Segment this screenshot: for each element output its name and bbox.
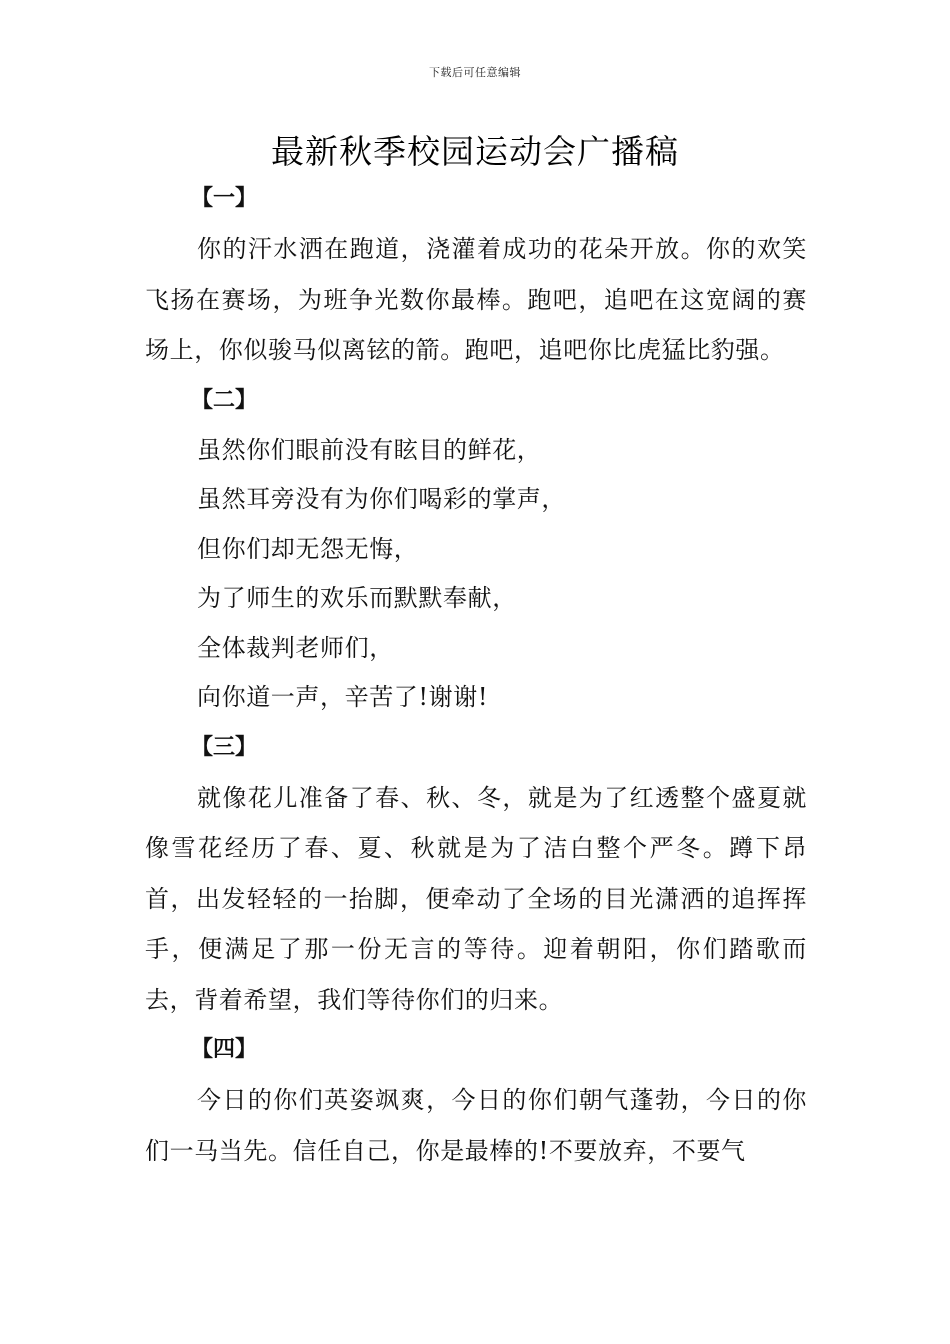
section-2-line-3: 但你们却无怨无悔，: [197, 534, 419, 563]
document-title: 最新秋季校园运动会广播稿: [271, 132, 679, 171]
section-2-line-2: 虽然耳旁没有为你们喝彩的掌声，: [197, 485, 566, 513]
section-1-paragraph: 你的汗水洒在跑道，浇灌着成功的花朵开放。你的欢笑飞扬在赛场，为班争光数你最棒。跑吧，追吧在这宽阔的赛场上，你似骏马似离铉的箭。跑吧，追吧你比虎猛比豹强。: [145, 235, 807, 364]
header-note: 下载后可任意编辑: [429, 66, 521, 79]
section-heading-2: 【二】: [191, 387, 258, 413]
section-heading-4: 【四】: [191, 1037, 258, 1062]
section-4-paragraph: 今日的你们英姿飒爽，今日的你们朝气蓬勃，今日的你们一马当先。信任自己，你是最棒的!不要放弃，不要气: [145, 1086, 807, 1165]
section-2-line-4: 为了师生的欢乐而默默奉献，: [197, 584, 517, 612]
section-2-line-1: 虽然你们眼前没有眩目的鲜花，: [197, 435, 542, 464]
section-3-paragraph: 就像花儿准备了春、秋、冬，就是为了红透整个盛夏就像雪花经历了春、夏、秋就是为了洁白整个严冬。蹲下昂首，出发轻轻的一抬脚，便牵动了全场的目光潇洒的追挥挥手，便满足了那一份无言的等待。迎着朝阳，你们踏歌而去，背着希望，我们等待你们的归来。: [145, 783, 807, 1014]
section-2-line-6: 向你道一声，辛苦了!谢谢!: [197, 683, 489, 711]
section-heading-3: 【三】: [191, 734, 258, 760]
section-2-line-5: 全体裁判老师们，: [197, 633, 394, 662]
document-body: [145, 174, 807, 1176]
section-heading-1: 【一】: [191, 186, 258, 211]
